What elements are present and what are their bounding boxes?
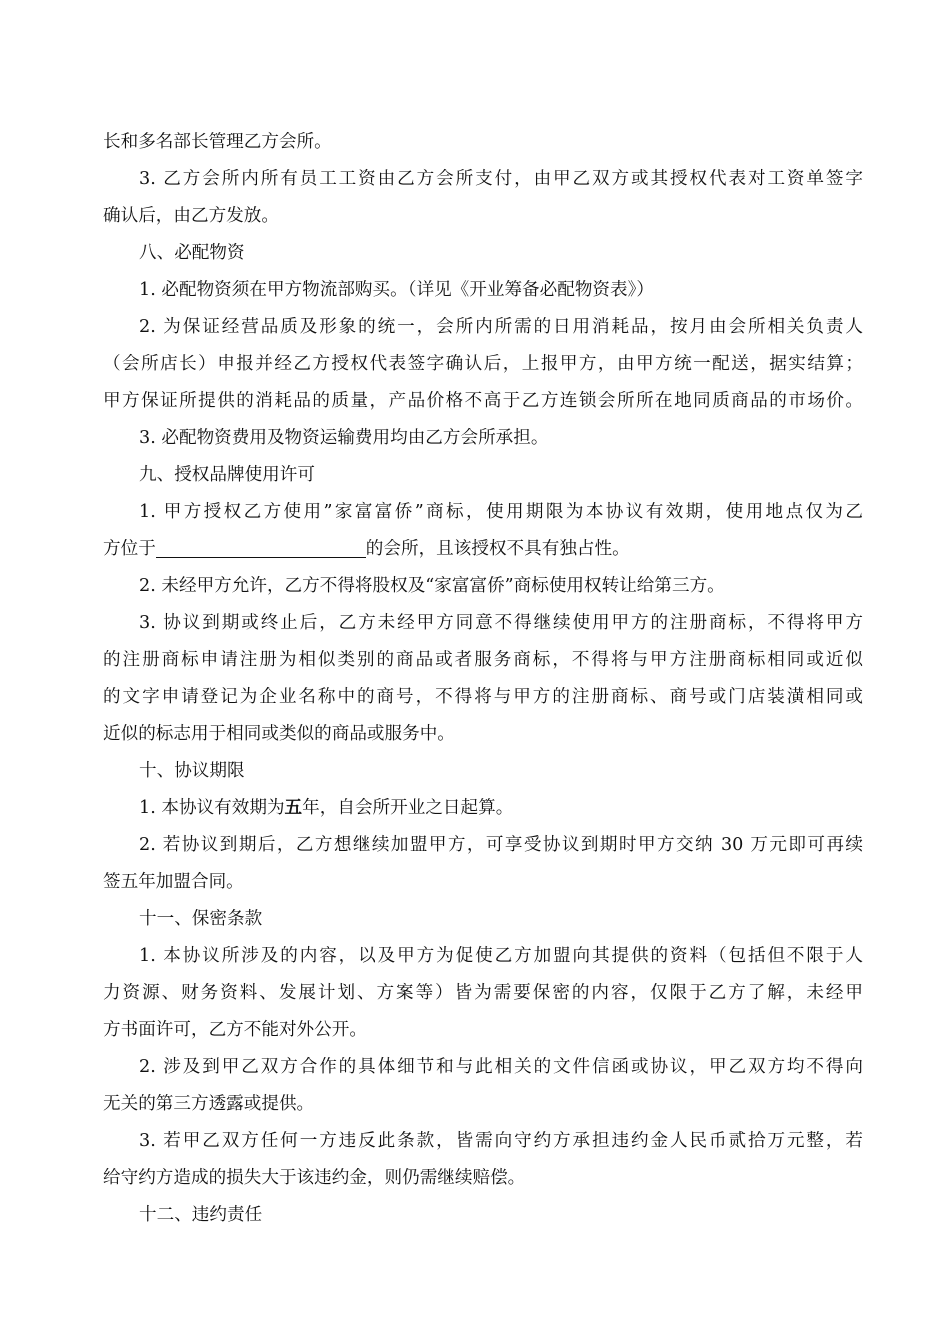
- paragraph-line: 长和多名部长管理乙方会所。: [103, 132, 332, 152]
- paragraph-line: 确认后，由乙方发放。: [103, 206, 279, 226]
- paragraph-line: 方书面许可，乙方不能对外公开。: [103, 1020, 367, 1040]
- clause-9-2: 2. 未经甲方允许，乙方不得将股权及“家富富侨”商标使用权转让给第三方。: [139, 576, 725, 596]
- section-heading-11: 十一、保密条款: [139, 909, 263, 929]
- clause-10-2: 2. 若协议到期后，乙方想继续加盟甲方，可享受协议到期时甲方交纳 30 万元即可再续: [139, 835, 863, 855]
- clause-8-2: 2. 为保证经营品质及形象的统一，会所内所需的日用消耗品，按月由会所相关负责人: [139, 317, 863, 337]
- clause-9-1: 1. 甲方授权乙方使用”家富富侨”商标，使用期限为本协议有效期，使用地点仅为乙: [139, 502, 863, 522]
- term-years-bold: 五: [284, 797, 303, 818]
- section-heading-12: 十二、违约责任: [139, 1205, 263, 1225]
- section-heading-9: 九、授权品牌使用许可: [139, 465, 315, 485]
- clause-7-3: 3. 乙方会所内所有员工工资由乙方会所支付，由甲乙双方或其授权代表对工资单签字: [139, 169, 863, 189]
- clause-8-1: 1. 必配物资须在甲方物流部购买。（详见《开业筹备必配物资表》）: [139, 280, 655, 300]
- clause-11-1: 1. 本协议所涉及的内容，以及甲方为促使乙方加盟向其提供的资料（包括但不限于人: [139, 946, 863, 966]
- clause-11-2: 2. 涉及到甲乙双方合作的具体细节和与此相关的文件信函或协议，甲乙双方均不得向: [139, 1057, 863, 1077]
- clause-8-3: 3. 必配物资费用及物资运输费用均由乙方会所承担。: [139, 428, 549, 448]
- paragraph-line: [103, 537, 863, 561]
- location-blank-field: [156, 539, 366, 558]
- section-heading-10: 十、协议期限: [139, 761, 245, 781]
- section-heading-8: 八、必配物资: [139, 243, 245, 263]
- paragraph-line: 无关的第三方透露或提供。: [103, 1094, 315, 1114]
- paragraph-line: 给守约方造成的损失大于该违约金，则仍需继续赔偿。: [103, 1168, 526, 1188]
- paragraph-line: 甲方保证所提供的消耗品的质量，产品价格不高于乙方连锁会所所在地同质商品的市场价。: [103, 391, 863, 411]
- paragraph-line: 签五年加盟合同。: [103, 872, 244, 892]
- paragraph-line: （会所店长）申报并经乙方授权代表签字确认后，上报甲方，由甲方统一配送，据实结算；: [103, 354, 863, 374]
- clause-11-3: 3. 若甲乙双方任何一方违反此条款，皆需向守约方承担违约金人民币贰拾万元整，若: [139, 1131, 863, 1151]
- text-segment: 1. 本协议有效期为: [139, 798, 285, 818]
- paragraph-line: 近似的标志用于相同或类似的商品或服务中。: [103, 724, 455, 744]
- paragraph-line: 力资源、财务资料、发展计划、方案等）皆为需要保密的内容，仅限于乙方了解，未经甲: [103, 983, 863, 1003]
- text-segment: 的会所，且该授权不具有独占性。: [365, 539, 630, 559]
- text-segment: 年，自会所开业之日起算。: [302, 798, 514, 818]
- clause-10-1: [103, 796, 863, 820]
- paragraph-line: 的文字申请登记为企业名称中的商号，不得将与甲方的注册商标、商号或门店装潢相同或: [103, 687, 863, 707]
- paragraph-line: 的注册商标申请注册为相似类别的商品或者服务商标，不得将与甲方注册商标相同或近似: [103, 650, 863, 670]
- clause-9-3: 3. 协议到期或终止后，乙方未经甲方同意不得继续使用甲方的注册商标，不得将甲方: [139, 613, 863, 633]
- text-segment: 方位于: [103, 539, 156, 559]
